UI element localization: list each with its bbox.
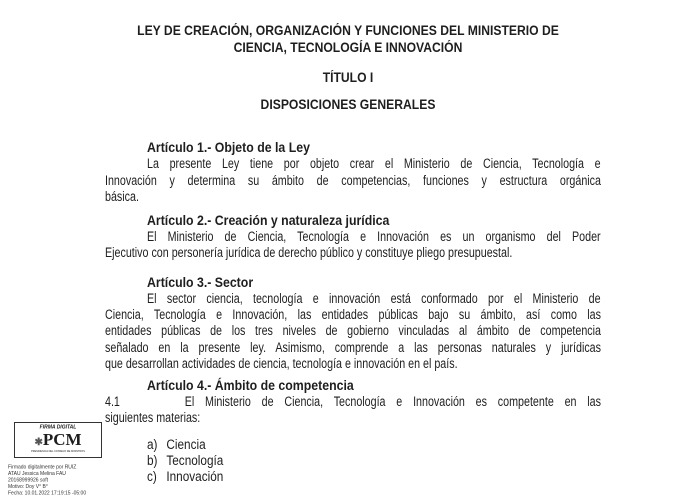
signature-line: ATAU Jessica Melina FAU [8,471,66,477]
article-4-heading: Artículo 4.- Ámbito de competencia [147,377,354,393]
article-2-line: El Ministerio de Ciencia, Tecnología e Innovación es un organismo del Poder [147,229,601,244]
article-3-line: que desarrollan actividades de ciencia, tecnología e innovación en el país. [105,356,458,371]
pcm-logo-text: PCM [42,430,82,449]
list-item [147,469,223,485]
list-marker: c) [147,469,157,484]
article-4-line: 4.1 El Ministerio de Ciencia, Tecnología e Innovación es competente en las [105,394,601,409]
titulo-heading: TÍTULO I [322,70,374,85]
article-2-heading: Artículo 2.- Creación y naturaleza jurídica [147,212,390,228]
signature-details [8,464,128,497]
article-3-heading: Artículo 3.- Sector [147,274,254,290]
list-text: Ciencia [166,437,206,452]
document-title-line-1: LEY DE CREACIÓN, ORGANIZACIÓN Y FUNCIONES DEL MINISTERIO DE [137,23,559,38]
list-text: Tecnología [166,453,224,468]
article-4-line: siguientes materias: [105,410,201,425]
signature-line: 20168999926 soft [8,477,49,483]
article-2-line: Ejecutivo con personería jurídica de derecho público y constituye pliego presupuestal. [105,245,513,260]
list-marker: a) [147,437,158,452]
article-3-line: señalado en la presente ley. Asimismo, comprende a las personas naturales y jurídicas [105,340,601,355]
list-item [147,453,223,469]
article-1-heading: Artículo 1.- Objeto de la Ley [147,139,310,155]
digital-signature-stamp [14,422,102,458]
document-title-line-2: CIENCIA, TECNOLOGÍA E INNOVACIÓN [233,40,463,55]
list-text: Innovación [166,469,224,484]
article-3-line: entidades públicas de los tres niveles de gobierno vinculadas al ámbito de competencia [105,323,601,338]
stamp-label: FIRMA DIGITAL [39,424,77,430]
asterisk-icon: ✱ [34,437,43,448]
article-3-line: El sector ciencia, tecnología e innovación está conformado por el Ministerio de [147,291,601,306]
article-1-line: básica. [105,189,139,204]
signature-line: Firmado digitalmente por RUIZ [8,464,77,470]
article-1-line: La presente Ley tiene por objeto crear el Ministerio de Ciencia, Tecnología e [147,156,601,171]
stamp-org: PRESIDENCIA DEL CONSEJO DE MINISTROS [31,449,85,453]
list-marker: b) [147,453,158,468]
list-item [147,437,206,453]
article-3-line: Ciencia, Tecnología e Innovación, las entidades públicas bajo su ámbito, así como las [105,307,601,322]
signature-line: Fecha: 10.01.2022 17:19:15 -05:00 [8,490,87,496]
signature-line: Motivo: Doy V° B° [8,484,48,490]
section-heading: DISPOSICIONES GENERALES [260,97,436,112]
article-1-line: Innovación y determina su ámbito de competencias, funciones y estructura orgánica [105,173,601,188]
